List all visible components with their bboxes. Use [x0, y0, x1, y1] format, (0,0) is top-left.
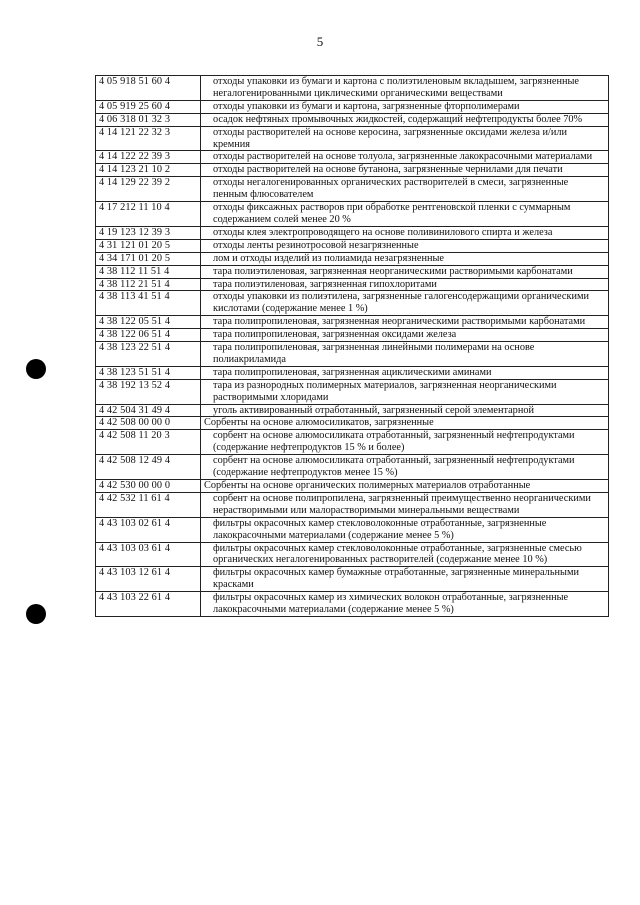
waste-name-cell: фильтры окрасочных камер из химических волокон отработанные, загрязненные лакокрасочными материалами (содержание менее 5 %): [201, 592, 609, 617]
waste-name-cell: осадок нефтяных промывочных жидкостей, содержащий нефтепродукты более 70%: [201, 113, 609, 126]
waste-classification-table: [95, 75, 609, 617]
waste-code-cell: 4 05 918 51 60 4: [96, 76, 201, 101]
punch-hole-mark: [26, 604, 46, 624]
table-row: [96, 404, 609, 417]
table-row: [96, 291, 609, 316]
waste-code-cell: 4 43 103 03 61 4: [96, 542, 201, 567]
table-group-row: [96, 417, 609, 430]
waste-name-cell: сорбент на основе алюмосиликата отработанный, загрязненный нефтепродуктами (содержание нефтепродуктов менее 15 %): [201, 455, 609, 480]
waste-code-cell: 4 38 112 21 51 4: [96, 278, 201, 291]
waste-code-cell: 4 38 192 13 52 4: [96, 379, 201, 404]
waste-code-cell: 4 43 103 02 61 4: [96, 517, 201, 542]
waste-code-cell: 4 06 318 01 32 3: [96, 113, 201, 126]
waste-name-cell: уголь активированный отработанный, загрязненный серой элементарной: [201, 404, 609, 417]
table-row: [96, 542, 609, 567]
waste-name-cell: фильтры окрасочных камер бумажные отработанные, загрязненные минеральными красками: [201, 567, 609, 592]
punch-hole-mark: [26, 359, 46, 379]
waste-name-cell: Сорбенты на основе алюмосиликатов, загрязненные: [201, 417, 609, 430]
waste-name-cell: фильтры окрасочных камер стекловолоконные отработанные, загрязненные смесью органических негалогенированных растворителей (содержание менее 10 %): [201, 542, 609, 567]
waste-name-cell: лом и отходы изделий из полиамида незагрязненные: [201, 252, 609, 265]
table-row: [96, 252, 609, 265]
table-group-row: [96, 480, 609, 493]
table-row: [96, 316, 609, 329]
waste-name-cell: отходы упаковки из бумаги и картона с полиэтиленовым вкладышем, загрязненные негалогенированными циклическими органическими веществами: [201, 76, 609, 101]
waste-code-cell: 4 42 504 31 49 4: [96, 404, 201, 417]
waste-code-cell: 4 38 112 11 51 4: [96, 265, 201, 278]
table-row: [96, 76, 609, 101]
waste-name-cell: тара полиэтиленовая, загрязненная гипохлоритами: [201, 278, 609, 291]
waste-name-cell: отходы негалогенированных органических растворителей в смеси, загрязненные пенным флюсователем: [201, 177, 609, 202]
table-row: [96, 567, 609, 592]
table-row: [96, 151, 609, 164]
waste-code-cell: 4 38 122 06 51 4: [96, 329, 201, 342]
waste-code-cell: 4 42 530 00 00 0: [96, 480, 201, 493]
waste-name-cell: тара полиэтиленовая, загрязненная неорганическими растворимыми карбонатами: [201, 265, 609, 278]
table-row: [96, 265, 609, 278]
table-row: [96, 342, 609, 367]
waste-name-cell: фильтры окрасочных камер стекловолоконные отработанные, загрязненные лакокрасочными материалами (содержание менее 5 %): [201, 517, 609, 542]
waste-code-cell: 4 05 919 25 60 4: [96, 100, 201, 113]
waste-code-cell: 4 34 171 01 20 5: [96, 252, 201, 265]
waste-code-cell: 4 17 212 11 10 4: [96, 202, 201, 227]
table-row: [96, 226, 609, 239]
page-number: 5: [316, 34, 324, 49]
waste-code-cell: 4 14 122 22 39 3: [96, 151, 201, 164]
waste-name-cell: тара полипропиленовая, загрязненная ациклическими аминами: [201, 366, 609, 379]
waste-code-cell: 4 38 123 22 51 4: [96, 342, 201, 367]
waste-code-cell: 4 42 532 11 61 4: [96, 492, 201, 517]
waste-name-cell: отходы упаковки из полиэтилена, загрязненные галогенсодержащими органическими кислотами (содержание менее 1 %): [201, 291, 609, 316]
waste-code-cell: 4 38 123 51 51 4: [96, 366, 201, 379]
waste-code-cell: 4 42 508 12 49 4: [96, 455, 201, 480]
waste-name-cell: отходы растворителей на основе бутанона, загрязненные чернилами для печати: [201, 164, 609, 177]
waste-name-cell: тара полипропиленовая, загрязненная линейными полимерами на основе полиакриламида: [201, 342, 609, 367]
waste-name-cell: сорбент на основе алюмосиликата отработанный, загрязненный нефтепродуктами (содержание нефтепродуктов 15 % и более): [201, 430, 609, 455]
waste-code-cell: 4 14 123 21 10 2: [96, 164, 201, 177]
waste-code-cell: 4 42 508 00 00 0: [96, 417, 201, 430]
table-row: [96, 278, 609, 291]
waste-code-cell: 4 42 508 11 20 3: [96, 430, 201, 455]
table-row: [96, 592, 609, 617]
waste-name-cell: отходы упаковки из бумаги и картона, загрязненные фторполимерами: [201, 100, 609, 113]
waste-name-cell: сорбент на основе полипропилена, загрязненный преимущественно неорганическими нерастворимыми или малорастворимыми минеральными веществами: [201, 492, 609, 517]
table-row: [96, 164, 609, 177]
table-row: [96, 100, 609, 113]
waste-code-cell: 4 43 103 22 61 4: [96, 592, 201, 617]
waste-name-cell: отходы ленты резинотросовой незагрязненные: [201, 239, 609, 252]
table-row: [96, 455, 609, 480]
waste-name-cell: тара полипропиленовая, загрязненная неорганическими растворимыми карбонатами: [201, 316, 609, 329]
table-row: [96, 492, 609, 517]
waste-code-cell: 4 43 103 12 61 4: [96, 567, 201, 592]
waste-code-cell: 4 14 121 22 32 3: [96, 126, 201, 151]
waste-name-cell: отходы клея электропроводящего на основе поливинилового спирта и железа: [201, 226, 609, 239]
waste-name-cell: отходы растворителей на основе керосина, загрязненные оксидами железа и/или кремния: [201, 126, 609, 151]
waste-code-cell: 4 14 129 22 39 2: [96, 177, 201, 202]
waste-name-cell: отходы растворителей на основе толуола, загрязненные лакокрасочными материалами: [201, 151, 609, 164]
waste-name-cell: тара полипропиленовая, загрязненная оксидами железа: [201, 329, 609, 342]
waste-code-cell: 4 38 113 41 51 4: [96, 291, 201, 316]
waste-code-cell: 4 38 122 05 51 4: [96, 316, 201, 329]
waste-name-cell: отходы фиксажных растворов при обработке рентгеновской пленки с суммарным содержанием солей менее 20 %: [201, 202, 609, 227]
waste-code-cell: 4 31 121 01 20 5: [96, 239, 201, 252]
table-row: [96, 126, 609, 151]
table-row: [96, 113, 609, 126]
waste-name-cell: тара из разнородных полимерных материалов, загрязненная неорганическими растворимыми хлоридами: [201, 379, 609, 404]
table-row: [96, 239, 609, 252]
table-row: [96, 366, 609, 379]
table-row: [96, 517, 609, 542]
table-body: [96, 76, 609, 617]
waste-name-cell: Сорбенты на основе органических полимерных материалов отработанные: [201, 480, 609, 493]
waste-code-cell: 4 19 123 12 39 3: [96, 226, 201, 239]
table-row: [96, 329, 609, 342]
table-row: [96, 177, 609, 202]
table-row: [96, 202, 609, 227]
table-row: [96, 379, 609, 404]
table-row: [96, 430, 609, 455]
